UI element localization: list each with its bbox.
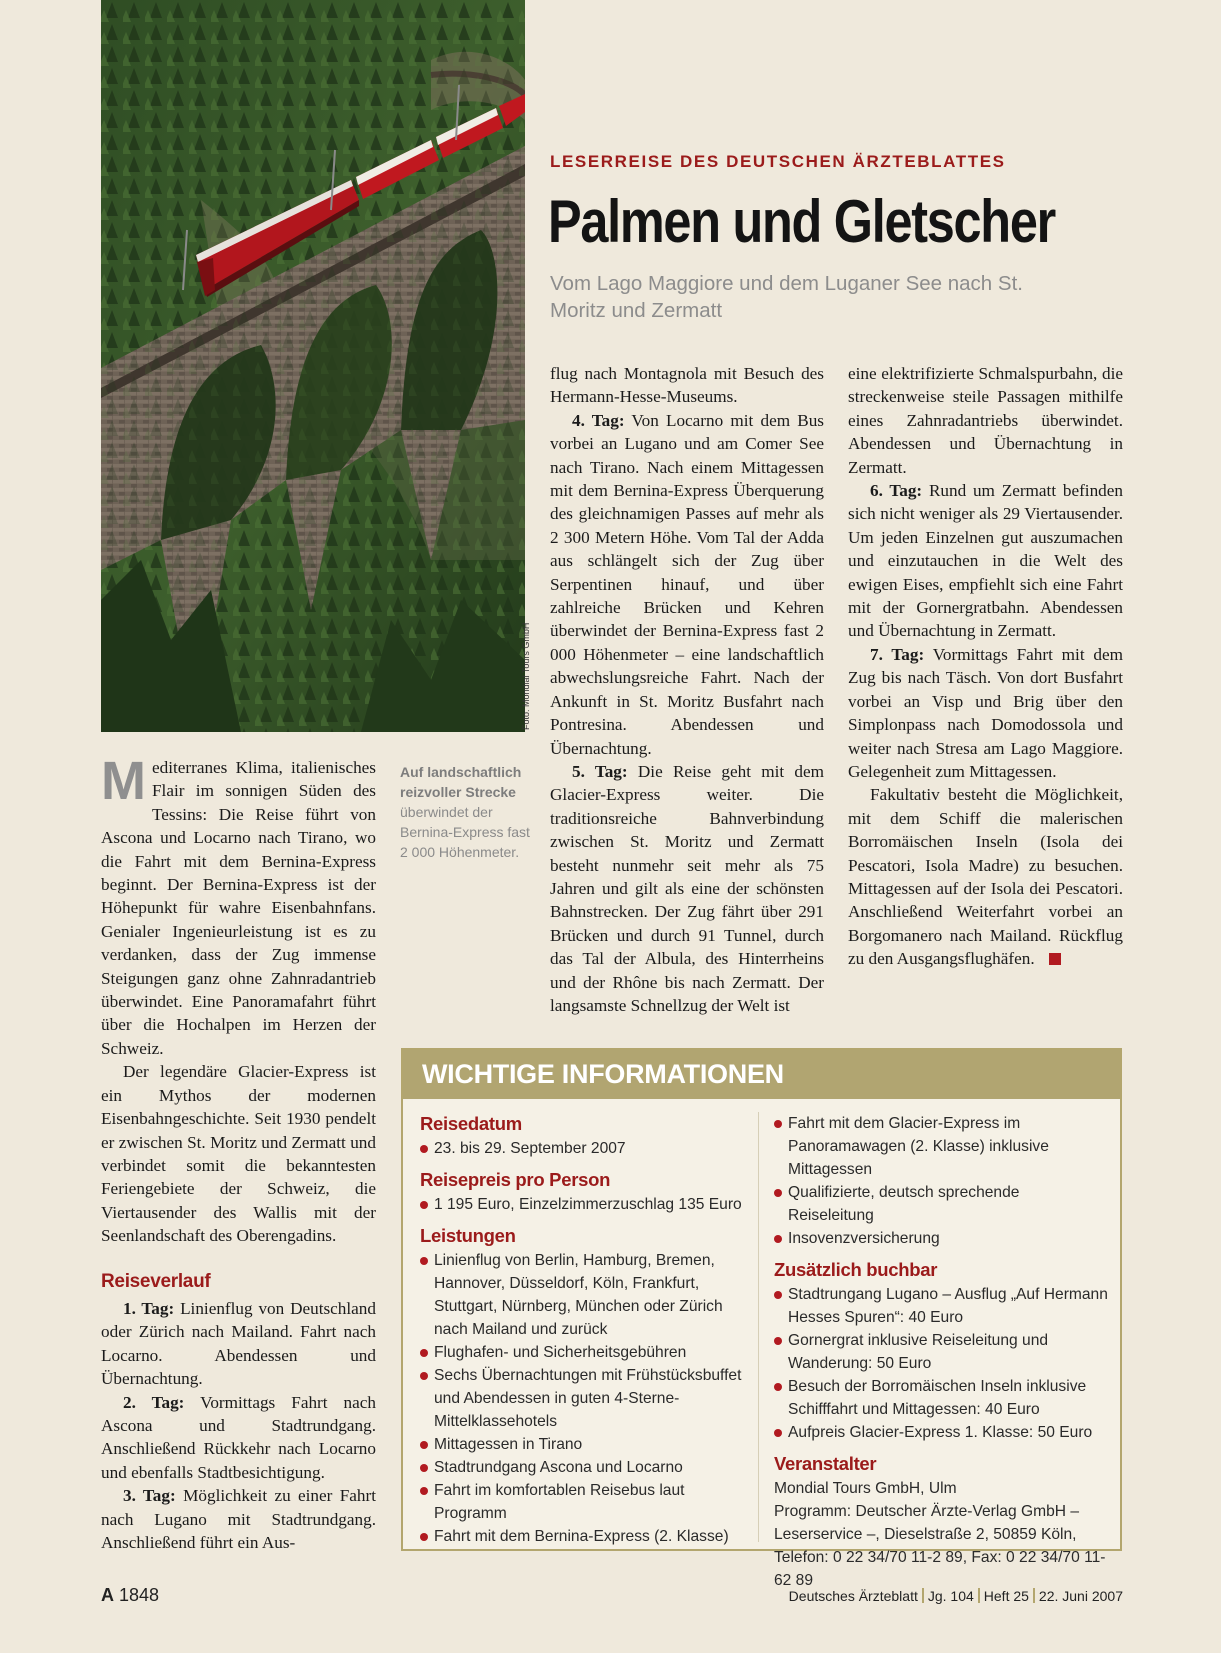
separator	[922, 1588, 924, 1603]
info-right-column	[774, 1112, 1109, 1592]
volume: Jg. 104	[927, 1588, 974, 1604]
list-item: Fahrt mit dem Bernina-Express (2. Klasse)	[420, 1525, 750, 1548]
list-item: Linienflug von Berlin, Hamburg, Bremen, Hannover, Düsseldorf, Köln, Frankfurt, Stuttgart, Nürnberg, München oder Zürich nach Mailand und zurück	[420, 1249, 750, 1341]
info-heading: Leistungen	[420, 1225, 516, 1246]
info-divider	[758, 1112, 759, 1542]
train-viaduct-photo	[101, 0, 525, 732]
paragraph: Der legendäre Glacier-Express ist ein Mythos der modernen Eisenbahngeschichte. Seit 1930 pendelt er zwischen St. Moritz und Zermatt und verbindet somit die bekanntesten Feriengebiete der Schweiz, die Viertausender des Wallis mit der Seenlandschaft des Oberengadins.	[101, 1062, 376, 1246]
info-heading: Zusätzlich buchbar	[774, 1259, 938, 1280]
bullet-icon	[420, 1533, 428, 1541]
info-box	[401, 1048, 1122, 1589]
bullet-icon	[420, 1145, 428, 1153]
list-item: Fahrt im komfortablen Reisebus laut Programm	[420, 1479, 750, 1525]
day-3-continued: flug nach Montagnola mit Besuch des Hermann-Hesse-Museums.	[550, 364, 824, 407]
list-item: Insovenzversicherung	[774, 1227, 1109, 1250]
issue-date: 22. Juni 2007	[1038, 1588, 1123, 1604]
bullet-icon	[774, 1429, 782, 1437]
day-6: 6. Tag: Rund um Zermatt befinden sich nicht weniger als 29 Viertausender. Um jeden Einzelnen gut auszumachen und einzutauchen in die Welt des ewigen Eises, empfiehlt sich eine Fahrt mit der Gornergratbahn. Abendessen und Übernachtung in Zermatt.	[848, 481, 1123, 641]
bullet-icon	[774, 1235, 782, 1243]
list-item: Gornergrat inklusive Reiseleitung und Wanderung: 50 Euro	[774, 1329, 1109, 1375]
bullet-icon	[420, 1349, 428, 1357]
end-mark-icon	[1049, 953, 1061, 965]
photo-caption	[400, 762, 530, 862]
day-7: 7. Tag: Vormittags Fahrt mit dem Zug bis nach Täsch. Von dort Busfahrt vorbei an Visp und Brig über den Simplonpass nach Domodossola und weiter nach Stresa am Lago Maggiore. Gelegenheit zum Mittagessen.	[848, 644, 1123, 781]
photo-credit: Foto: Mondial Tours GmbH	[521, 622, 531, 730]
page-title: Palmen und Gletscher	[548, 188, 1055, 255]
separator	[1033, 1588, 1035, 1603]
organizer-name: Mondial Tours GmbH, Ulm	[774, 1480, 957, 1497]
organizer-contact: Programm: Deutscher Ärzte-Verlag GmbH – Leserservice –, Dieselstraße 2, 50859 Köln, Telefon: 0 22 34/70 11-2 89, Fax: 0 22 34/70 11-62 89	[774, 1503, 1106, 1589]
day-1: 1. Tag: Linienflug von Deutschland oder Zürich nach Mailand. Fahrt nach Locarno. Abendessen und Übernachtung.	[101, 1298, 376, 1389]
article-column-2	[550, 362, 824, 1017]
day-5: 5. Tag: Die Reise geht mit dem Glacier-Express weiter. Die traditionsreiche Bahnverbindung zwischen St. Moritz und Zermatt besteht nunmehr seit mehr als 75 Jahren und gilt als eine der schönsten Bahnstrecken. Der Zug fährt über 291 Brücken und durch 91 Tunnel, durch das Tal der Albula, des Hinterrheins und der Rhône bis nach Zermatt. Der langsamste Schnellzug der Welt ist	[550, 761, 824, 1015]
section-heading: Reiseverlauf	[101, 1270, 211, 1292]
bullet-icon	[774, 1189, 782, 1197]
day-4: 4. Tag: Von Locarno mit dem Bus vorbei an Lugano und am Comer See nach Tirano. Nach einem Mittagessen mit dem Bernina-Express Überquerung des gleichnamigen Passes auf mehr als 2 300 Metern Höhe. Vom Tal der Adda aus schlängelt sich der Zug über Serpentinen hinauf, und über zahlreiche Brücken und Kehren überwindet der Bernina-Express fast 2 000 Höhenmeter – eine landschaftlich abwechslungsreiche Fahrt. Nach der Ankunft in St. Moritz Busfahrt nach Pontresina. Abendessen und Übernachtung.	[550, 410, 824, 758]
bullet-icon	[420, 1372, 428, 1380]
list-item: Stadtrundgang Ascona und Locarno	[420, 1456, 750, 1479]
bullet-icon	[420, 1257, 428, 1265]
info-heading: Reisedatum	[420, 1113, 522, 1134]
article-column-1	[101, 751, 377, 1554]
day-5-continued: eine elektrifizierte Schmalspurbahn, die streckenweise steile Passagen mithilfe eines Zahnradantriebs überwindet. Abendessen und Übernachtung in Zermatt.	[848, 364, 1123, 477]
bullet-icon	[774, 1291, 782, 1299]
bullet-icon	[420, 1487, 428, 1495]
price-list	[420, 1193, 750, 1216]
caption-text: überwindet der Bernina-Express fast 2 000 Höhenmeter.	[400, 804, 530, 860]
list-item: Stadtrungang Lugano – Ausflug „Auf Hermann Hesses Spuren“: 40 Euro	[774, 1283, 1109, 1329]
list-item: Mittagessen in Tirano	[420, 1433, 750, 1456]
bullet-icon	[774, 1383, 782, 1391]
services-list-right	[774, 1112, 1109, 1250]
separator	[978, 1588, 980, 1603]
subtitle: Vom Lago Maggiore und dem Luganer See nach St. Moritz und Zermatt	[550, 272, 1023, 322]
bullet-icon	[420, 1201, 428, 1209]
kicker: LESERREISE DES DEUTSCHEN ÄRZTEBLATTES	[550, 152, 1006, 171]
list-item: Qualifizierte, deutsch sprechende Reiseleitung	[774, 1181, 1109, 1227]
list-item: 23. bis 29. September 2007	[420, 1137, 750, 1160]
list-item: Flughafen- und Sicherheitsgebühren	[420, 1341, 750, 1364]
info-box-title: WICHTIGE INFORMATIONEN	[403, 1050, 1120, 1099]
list-item: Aufpreis Glacier-Express 1. Klasse: 50 Euro	[774, 1421, 1109, 1444]
optional-paragraph: Fakultativ besteht die Möglichkeit, mit dem Schiff die malerischen Borromäischen Inseln (Isola dei Pescatori, Isola Madre) zu besuchen. Mittagessen auf der Isola dei Pescatori. Anschließend Weiterfahrt vorbei an Borgomanero nach Mailand. Rückflug zu den Ausgangsflughäfen.	[848, 785, 1123, 969]
extras-list	[774, 1283, 1109, 1444]
bullet-icon	[420, 1441, 428, 1449]
footer-citation	[789, 1588, 1123, 1604]
intro-paragraph: Mediterranes Klima, italienisches Flair im sonnigen Süden des Tessins: Die Reise führt von Ascona und Locarno nach Tirano, wo die Fahrt mit dem Bernina-Express beginnt. Der Bernina-Express ist der Höhepunkt für wahre Eisenbahnfans. Genialer Ingenieurleistung ist es zu verdanken, dass der Zug immense Steigungen ganz ohne Zahnradantrieb überwindet. Eine Panoramafahrt führt über die Hochalpen im Herzen der Schweiz.	[101, 751, 376, 1058]
day-2: 2. Tag: Vormittags Fahrt nach Ascona und Stadtrundgang. Anschließend Rückkehr nach Locarno und ebenfalls Stadtbesichtigung.	[101, 1392, 376, 1482]
bullet-icon	[420, 1464, 428, 1472]
caption-bold: Auf landschaftlich reizvoller Strecke	[400, 764, 522, 800]
services-list-left	[420, 1249, 750, 1548]
date-list	[420, 1137, 750, 1160]
list-item: Fahrt mit dem Glacier-Express im Panoramawagen (2. Klasse) inklusive Mittagessen	[774, 1112, 1109, 1181]
info-heading: Veranstalter	[774, 1453, 877, 1474]
list-item: 1 195 Euro, Einzelzimmerzuschlag 135 Euro	[420, 1193, 750, 1216]
dropcap: M	[101, 751, 146, 811]
info-left-column	[420, 1112, 750, 1548]
day-3: 3. Tag: Möglichkeit zu einer Fahrt nach Lugano mit Stadtrundgang. Anschließend führt ein Aus-	[101, 1486, 377, 1552]
bullet-icon	[774, 1337, 782, 1345]
article-column-3	[848, 362, 1123, 971]
journal-name: Deutsches Ärzteblatt	[788, 1588, 918, 1604]
list-item: Besuch der Borromäischen Inseln inklusive Schifffahrt und Mittagessen: 40 Euro	[774, 1375, 1109, 1421]
bullet-icon	[774, 1120, 782, 1128]
issue: Heft 25	[983, 1588, 1029, 1604]
list-item: Sechs Übernachtungen mit Frühstücksbuffet und Abendessen in guten 4-Sterne-Mittelklassehotels	[420, 1364, 750, 1433]
page-number: A 1848	[101, 1585, 160, 1605]
info-heading: Reisepreis pro Person	[420, 1169, 611, 1190]
